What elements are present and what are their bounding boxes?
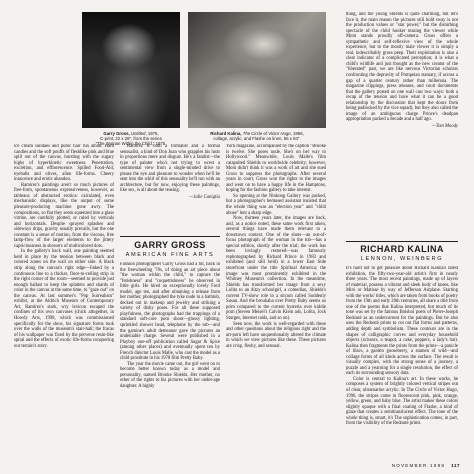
col1-paragraph: Ramirez's paintings aren't so much pictures of free-form, spontaneous expressiveness, however, as tableaux of abstracted erotica: calculated, even mechanistic displays, like the output of some pleasure-producing machine gone awry. The compositions, so flat they seem squeezed into a glass vitrine, are carefully plotted, or ruled by verticals and horizontals. Despite sprayed splashes and sideways drips, gravity usually prevails, but the one constant is a sense of motion, from the viscous, free lamp-flow of the larger elements to the jittery capriciousness in showers of multicolored dots. (14, 182, 114, 249)
column-2-ramirez-ending (120, 144, 220, 228)
signature-julie-caniglia: —Julie Caniglia (189, 194, 220, 200)
kalina-paragraph: Color is central to Kalina's art. In these works, he composes a system of brightly colored vertical stripes out of clear, ultramarine acrylic. In The Circle of Victor Hugo, 1996, the stripes come in fluorescent pink, pink, orange, yellow, green, and baby blue. The artist makes these colors slightly opaque with a final coating of Flashe, a kind of glaze that creates a semitranslucent effect. The tone of the whole thing is, smart, it's The sophistication comes, in part, from the visibility of the Redouté prints (346, 376, 458, 427)
column-2-gross-review (120, 262, 220, 458)
caption1-line3: "The Woman Within the Child," 1975. (95, 141, 167, 147)
gross-paragraph: Fashion photographer Garry Gross had a hit, back in the freewheeling '70s, of doing an art piece about "the woman within the child," to capture the "fetishness" and "coquettishness" he observed in little girls. He hired an exceptionally lovely Ford model, age ten, and after obtaining a release from her mother, photographed the tyke nude in a bathtub, decked out in makeup and jewelry and striking a variety of dishy poses. For all these supposed playfulness, the photographs had the trappings of a standard soft-core porn shoot—glossy lighting, sprinkled shower head, telephone by the tub—and the gamine's adult demeanor gave the pictures an undeniable charge. Several were published in a Playboy one-off publication called Sugar & Spice (among other places) and eventually spent ten by French director Louis Malle, who cast the model as a child prostitute in his 1978 film Pretty Baby. (120, 262, 220, 362)
artist-name-richard-kalina: RICHARD KALINA (360, 244, 444, 254)
col3-paragraph: York magazine, accompanied by the caption "Brooke is twelve. She poses nude. She's on her way to Hollywood." Meanwhile, Louis Malle's film catapulted Shields to worldwide celebrity; however, Mom didn't think it was a work of art and she sued Gross to suppress the photographs. After several years in court, Gross won the rights to the images and went on to have a happy life in the Hamptons, hoping for the fashion gallery to take interest. (226, 144, 326, 194)
caption1-line2: C-print, 22 x 28", from the series (100, 136, 162, 142)
caption2-title-italic: The Circle of Victor Hugo (242, 131, 291, 136)
caption2-title-bold: Richard Kalina, (210, 131, 243, 136)
gross-paragraph: The year the movie came out, the girl went on to become better known today as a model and personality, named Brooke Shields. Her mother, no other of the rights to his pictures with her under-age daughter. A highly (120, 361, 220, 390)
signature-tom-moody: —Tom Moody (431, 123, 458, 129)
column-1-ramirez-review (14, 144, 114, 458)
caption2-line2: collage, acrylic, and Flashe on linen, 56 x 84". (213, 136, 301, 142)
column-4-gross-ending (346, 12, 458, 236)
section-divider (346, 241, 458, 242)
caption-kalina (186, 131, 328, 141)
heading-garry-gross (120, 240, 220, 259)
venue-american-fine-arts: AMERICAN FINE ARTS (125, 252, 215, 258)
col4-paragraph: thing, and the young Shields is quite charming, but let's face it, the main reason the pictures still hold sway is not the production values or "star power," but the disturbing spectacle of the child hooker teasing the viewer while Mom stands proudly off-camera. Gross offers a sympathetic and self-reflexive view of the whole experience, but to the mostly male viewer it is simply a real, indescribably gross peep. Their exploitation is also a clear indicator of a complicated perception; it is what a child's wildlife and just thought as the new creator of the "liberated" past, we are like nervous Victorian scholars confronting the depravity of Pompeian statuary, if across a gap of a quarter century rather than millennia. The magazine clippings, press releases, and court documents that the gallery posted on one wall cast two ways: both a recap of the tension and have what it can be a good relationship by the discussion that kept the doors from being padlocked by the vice squad), but they also called the image of an ambiguous charge Prince's deadpan appropriation packed a decade and a half ago. (346, 12, 458, 123)
caption1-title-italic: Untitled (130, 131, 146, 136)
column-3-gross-continued (226, 144, 326, 458)
photo-garry-gross-untitled (82, 12, 180, 128)
caption1-title-bold: Garry Gross, (103, 131, 131, 136)
caption2-title-rest: , 1996, (290, 131, 304, 136)
column-4-kalina-review (346, 266, 458, 456)
heading-richard-kalina (346, 244, 458, 263)
page-footer (392, 463, 460, 468)
caption1-title-rest: , 1975, (145, 131, 159, 136)
section-divider (120, 236, 220, 237)
venue-lennon-weinberg: LENNON, WEINBERG (360, 256, 444, 262)
col3-paragraph: Seen now, the work is well-regarded with these and other questions about the religious right and the art-porn left have unquestionably altered the climate in which we view pictures like these. These pictures are crisp, fleshy, and sensual. (226, 321, 326, 349)
col3-paragraph: Now, thirteen years later, the images are back, and, as a notice noted, these same work first taken, several things have made them relevant to a downtown context. One of the shots—an out-of-focus photograph of the woman in the tub—has a special edition, shortly after the trial; the work has been lovingly restored—was famously rephotographed by Richard Prince in 1983 and exhibited (and still held) in a lower East Side storefront under the title Spiritual America; the image was most prominently exhibited in the Whitney Museum's collection. In the meantime, Shields has transformed her image from a sexy Lolita to an ditzy schoolgirl, a comedian, Shields's current TV-show role in a sitcom called Suddenly Susan. And the brouhaha over Pretty Baby seems so prim compared to the current hysteria over kiddie porn (Steven Meisel's Calvin Klein ads, Lolita, Jock Sturges, Internet raids, and so on). (226, 216, 326, 321)
page-number: 117 (451, 463, 460, 468)
kalina-paragraph: It's hard not to get pleasure about Richard Kalina's latest exhibition, the fifty-two-year-old artist's first in nearly three years. The most recent paintings, made up of layers of material, possess a vibrant and sleek body of knees, like Miró or Matisse by way of Jefferson Airplane. Starting with the works' titles, which are taken from books of poetry from the 19th and early 20th centuries, all share a title from one of the poems that Kalina interpreted, but much of its tone was set by the famous Bolshoi poets of Pierre-Joseph Redouté as an undercurrent for the paintings. But he also uses the Redouté prints to cut out flat forms and patterns, adding depth and symbolism. These contours are in the shapes of calligraphic curves and everyday household objects (scissors, a teapot, a cake, peppers, a lady's hat). Kalina then fragments the prints from the prints—a panicle of lilacs, a garden gooseberry, a stamen of wild—and collage forms of all kinds across the surface. The result is visually complex, with the strong sense of a journey, a puzzle and a yearning for a single resolution, the effect of each its surrounding sensory data. (346, 266, 458, 377)
col2-paragraph: Ramirez is both a formalist and a formal sensualist, a kind of Don Juan who grapples his lusts in proportions mere and disgust. He's a fatalist—the type of painter who's not trying to wrest a sentimental view from a single-minded drive to please the eye and pleasure to wonder when he'll be sent into the whirl of this sensuality he'll run with an architecture, but for now, enjoying these paintings, like sex, is all about the teasing. (120, 144, 220, 194)
issue-date: NOVEMBER 1998 (391, 463, 446, 468)
artist-name-garry-gross: GARRY GROSS (134, 240, 206, 250)
col1-paragraph: In the gallery's back wall, one painting seemed held in place by the tension between black and colored zones on the wall on either side. A black strip along the canvas's right edge—linked by a continuous line to a thicker, floor-to-ceiling strip in the right corner of the room—seemed to provide just enough ballast to keep the splatters and shards of color in the canvas at the same time, to "gaze out" on the canvas. At last summer's "Pop Surrealism" exhibit, at the Aldrich Museum of Contemporary Art, Ramirez's stark, wry lexicon escaped the confines of his own canvases (chick altogether, in Howdy Arts, 1998, which was commissioned specifically for the show, his signature forms took over the walls of the museum's stair-hall; the fracas of his wallpaper was fixed by the perverse resin-like spiral and the effects of exotic life-forms conquering our terrain's story. (14, 249, 114, 349)
photo-kalina-circle-of-victor-hugo (188, 12, 326, 128)
col1-paragraph: ice cream sundaes and pubic hair run amok. Hard candies and the soft pouffs of fleshlike pink and blue spill out of the canvas, bursting with the sugary highs of hyperkinetic sweetness. Penetration, excretion, and efflorescence. Spilled Food-Aid, eyeballs and olives, alien life-forms. Cheery innocence and erotic abandon. (14, 144, 114, 183)
col3-paragraph: So opening at the Ninkong Gallery was packed, but a photographer's bemused assistant insisted that the whole thing was an "election year" and "child abuse" lent a sharp edge. (226, 193, 326, 216)
